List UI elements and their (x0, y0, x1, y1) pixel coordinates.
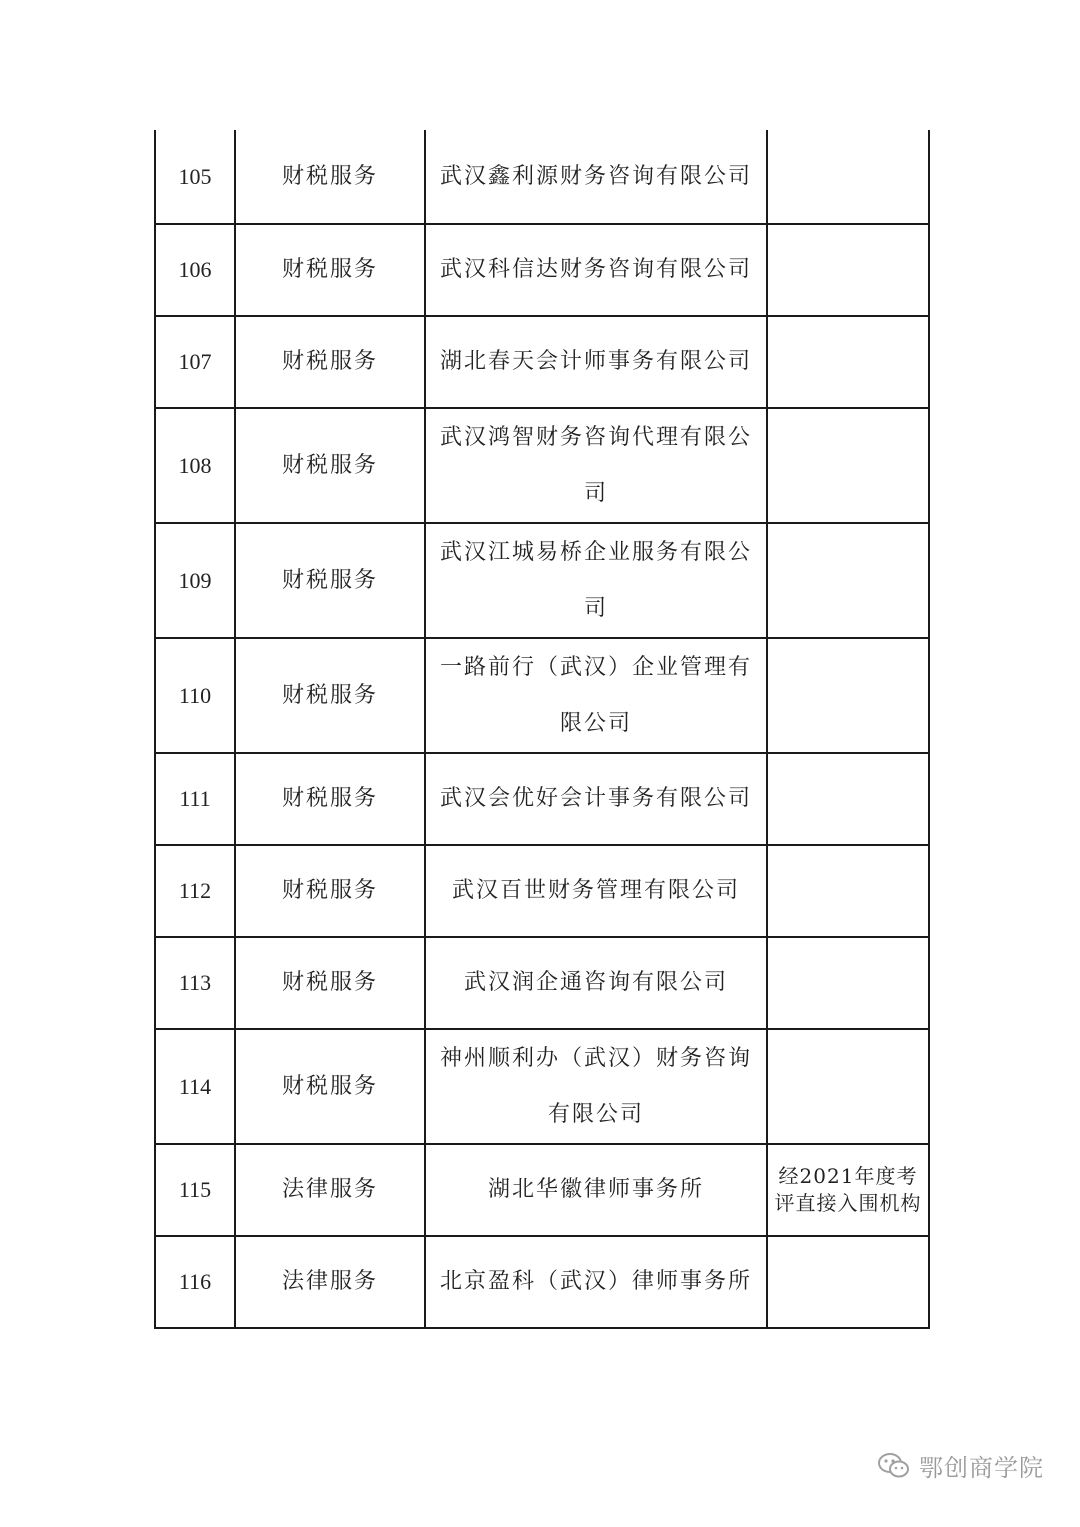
row-note (767, 638, 929, 753)
watermark (877, 1448, 1044, 1483)
row-institution-name: 湖北春天会计师事务有限公司 (425, 316, 767, 408)
row-category: 法律服务 (235, 1144, 425, 1236)
row-number: 115 (155, 1144, 235, 1236)
row-number: 116 (155, 1236, 235, 1328)
row-category: 财税服务 (235, 937, 425, 1029)
table-row (155, 316, 929, 408)
row-number: 110 (155, 638, 235, 753)
row-number: 107 (155, 316, 235, 408)
row-institution-name: 武汉科信达财务咨询有限公司 (425, 224, 767, 316)
row-institution-name: 武汉百世财务管理有限公司 (425, 845, 767, 937)
row-note: 经2021年度考评直接入围机构 (767, 1144, 929, 1236)
row-category: 财税服务 (235, 1029, 425, 1144)
table-row (155, 523, 929, 638)
row-note (767, 1236, 929, 1328)
row-category: 财税服务 (235, 845, 425, 937)
table-row (155, 845, 929, 937)
table-row (155, 224, 929, 316)
row-institution-name: 武汉江城易桥企业服务有限公司 (425, 523, 767, 638)
row-category: 财税服务 (235, 523, 425, 638)
row-category: 财税服务 (235, 316, 425, 408)
row-institution-name: 武汉会优好会计事务有限公司 (425, 753, 767, 845)
watermark-text: 鄂创商学院 (919, 1454, 1044, 1482)
table-row (155, 1236, 929, 1328)
row-category: 财税服务 (235, 408, 425, 523)
row-institution-name: 武汉鸿智财务咨询代理有限公司 (425, 408, 767, 523)
row-number: 106 (155, 224, 235, 316)
row-number: 114 (155, 1029, 235, 1144)
row-institution-name: 武汉鑫利源财务咨询有限公司 (425, 130, 767, 224)
row-number: 111 (155, 753, 235, 845)
table-row (155, 638, 929, 753)
row-number: 112 (155, 845, 235, 937)
row-note (767, 753, 929, 845)
row-note (767, 130, 929, 224)
institution-table (154, 130, 930, 1329)
row-institution-name: 湖北华徽律师事务所 (425, 1144, 767, 1236)
row-number: 108 (155, 408, 235, 523)
table-row (155, 937, 929, 1029)
row-note (767, 224, 929, 316)
row-category: 财税服务 (235, 130, 425, 224)
table-row (155, 753, 929, 845)
row-category: 财税服务 (235, 638, 425, 753)
table-row (155, 408, 929, 523)
row-note (767, 523, 929, 638)
row-note (767, 408, 929, 523)
wechat-icon (877, 1452, 911, 1480)
row-category: 财税服务 (235, 753, 425, 845)
row-institution-name: 一路前行（武汉）企业管理有限公司 (425, 638, 767, 753)
table-row (155, 1029, 929, 1144)
row-note (767, 937, 929, 1029)
row-note (767, 845, 929, 937)
row-note (767, 316, 929, 408)
table-row (155, 130, 929, 224)
row-note (767, 1029, 929, 1144)
row-institution-name: 北京盈科（武汉）律师事务所 (425, 1236, 767, 1328)
row-institution-name: 武汉润企通咨询有限公司 (425, 937, 767, 1029)
row-number: 109 (155, 523, 235, 638)
row-category: 财税服务 (235, 224, 425, 316)
row-number: 105 (155, 130, 235, 224)
table-row (155, 1144, 929, 1236)
row-number: 113 (155, 937, 235, 1029)
row-institution-name: 神州顺利办（武汉）财务咨询有限公司 (425, 1029, 767, 1144)
row-category: 法律服务 (235, 1236, 425, 1328)
